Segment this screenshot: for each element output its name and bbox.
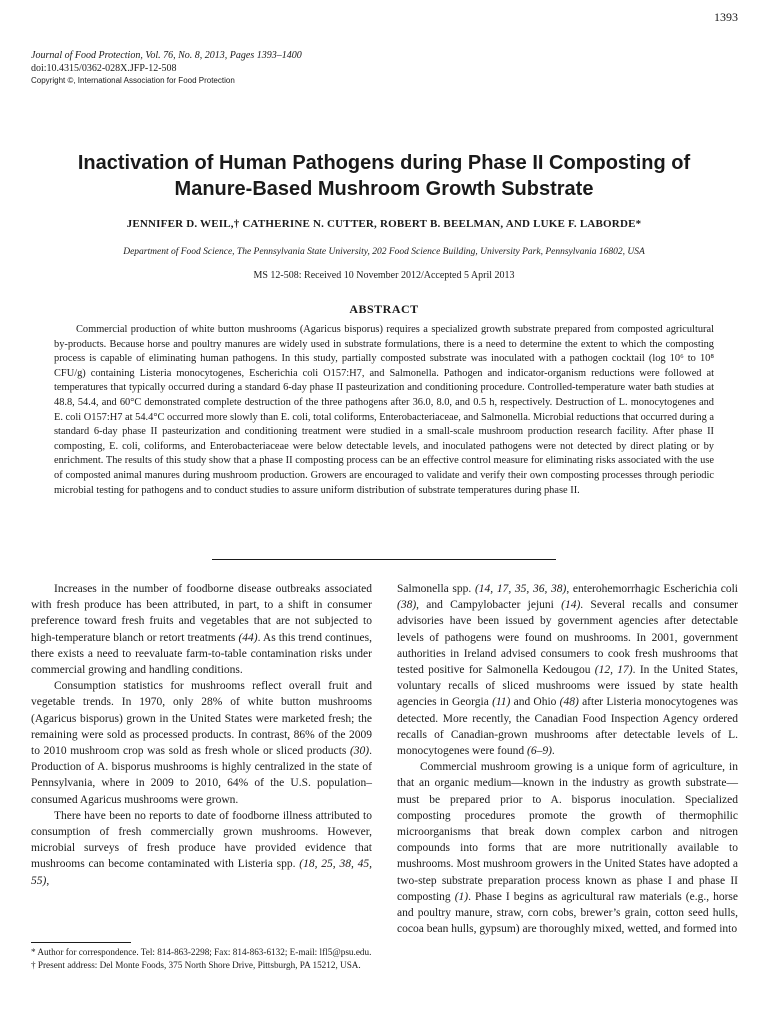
journal-doi: doi:10.4315/0362-028X.JFP-12-508 [31, 62, 177, 74]
footnote-present-address: † Present address: Del Monte Foods, 375 North Shore Drive, Pittsburgh, PA 15212, USA. [31, 959, 361, 970]
citation-ref: (1) [454, 890, 469, 903]
title-line-1: Inactivation of Human Pathogens during Phase II Composting of [77, 152, 691, 174]
abstract-text: Commercial production of white button mushrooms (Agaricus bisporus) requires a specialized growth substrate prepared from composted agricultural by-products. Because horse and poultry manures are widely used in substrate formulations, there is a need to determine the extent to which the composting process is capable of eliminating human pathogens. In this study, partially composted substrate was inoculated with a pathogen cocktail (log 10⁶ to 10⁸ CFU/g) containing Listeria monocytogenes, Escherichia coli O157:H7, and Salmonella. Pathogen and indicator-organism reductions were followed at temperatures that typically occurred during a standard 6-day phase II pasteurization and conditioning procedure. Controlled-temperature water bath studies at 48.8, 54.4, and 60°C demonstrated complete destruction of the three pathogens after 36.0, 8.0, and 0.5 h, respectively. Destruction of L. monocytogenes and E. coli O157:H7 at 54.4°C occurred more slowly than E. coli, total coliforms, Enterobacteriaceae, and Salmonella. Microbial reductions that occurred during a standard 6-day phase II pasteurization and conditioning treatment were studied in a small-scale mushroom production research facility. After phase II composting, E. coli, coliforms, and Enterobacteriaceae were below detectable levels, and inoculated pathogens were not detected by direct plating or by enrichment. The results of this study show that a phase II composting process can be an effective control measure for eliminating risks associated with the use of composted animal manures during mushroom production. Growers are encouraged to validate and verify their own composting processes through periodic microbial testing for pathogens and to conduct studies to assure uniform distribution of substrate temperatures during phase II. [54, 324, 714, 496]
affiliation: Department of Food Science, The Pennsylvania State University, 202 Food Science Building, University Park, Pennsylvania 16802, USA [123, 247, 645, 257]
journal-copyright: Copyright ©, International Association for Food Protection [31, 76, 235, 85]
paragraph: Salmonella spp. (14, 17, 35, 36, 38), enterohemorrhagic Escherichia coli (38), and Campylobacter jejuni (14). Several recalls and consumer advisories have been issued by government agencies after detectable levels of pathogens were found on mushrooms. In 2001, government authorities in Ireland advised consumers to cook fresh mushrooms that tested positive for Salmonella Kedougou (12, 17). In the United States, voluntary recalls of sliced mushrooms were issued by state health agencies in Georgia (11) and Ohio (48) after Listeria monocytogenes was detected. More recently, the Canadian Food Inspection Agency ordered recalls of Canadian-grown mushrooms after detectable levels of L. monocytogenes were found (6–9). [397, 583, 739, 758]
body-column-left [31, 581, 372, 889]
abstract-heading: ABSTRACT [349, 302, 419, 316]
citation-ref: (38) [397, 599, 417, 612]
paragraph: There have been no reports to date of foodborne illness attributed to consumption of fresh commercially grown mushrooms. However, microbial surveys of fresh produce have provided evidence that mushrooms can become contaminated with Listeria spp. (18, 25, 38, 45, 55), [31, 809, 372, 887]
article-title [0, 150, 768, 202]
title-line-2: Manure-Based Mushroom Growth Substrate [174, 178, 594, 200]
body-column-right [397, 581, 738, 937]
abstract [54, 323, 714, 498]
citation-ref: (14) [561, 599, 581, 612]
author-list: JENNIFER D. WEIL,† CATHERINE N. CUTTER, ROBERT B. BEELMAN, AND LUKE F. LABORDE* [126, 218, 642, 230]
citation-ref: (44) [238, 631, 258, 644]
paragraph: Consumption statistics for mushrooms reflect overall fruit and vegetable trends. In 1970, only 28% of white button mushrooms (Agaricus bisporus) grown in the United States were marketed fresh; the remaining were sold as processed products. In contrast, 86% of the 2009 to 2010 mushroom crop was sold as fresh whole or sliced products (30). Production of A. bisporus mushrooms is highly centralized in the state of Pennsylvania, where in 2009 to 2010, 64% of the U.S. population–consumed Agaricus mushrooms were grown. [31, 680, 372, 806]
journal-header [31, 50, 302, 88]
citation-ref: (14, 17, 35, 36, 38) [474, 583, 567, 595]
paragraph: Increases in the number of foodborne disease outbreaks associated with fresh produce has been attributed, in part, to a shift in consumer preference toward fresh fruits and vegetables that are not subjected to high-temperature blanch or retort treatments (44). As this trend continues, there exists a need to reevaluate farm-to-table contamination risks under commercial growing and handling conditions. [31, 583, 372, 677]
journal-citation: Journal of Food Protection, Vol. 76, No. 8, 2013, Pages 1393–1400 [31, 50, 302, 61]
citation-ref: (6–9) [526, 745, 552, 758]
paragraph: Commercial mushroom growing is a unique form of agriculture, in that an organic medium—known in the industry as growth substrate—must be prepared prior to A. bisporus inoculation. Specialized composting procedures promote the growth of thermophilic microorganisms that break down complex carbon and nitrogen compounds into forms that are more nutritionally available to mushrooms. Most mushroom growers in the United States have adopted a two-step substrate preparation process known as phase I and phase II composting (1). Phase I begins as agricultural raw materials (e.g., horse and poultry manure, straw, corn cobs, brewer’s grain, cotton seed hulls, cocoa bean hulls, gypsum) are thoroughly mixed, wetted, and formed into [397, 761, 738, 936]
footnote-divider [31, 942, 131, 943]
abstract-divider [212, 559, 556, 560]
citation-ref: (30) [349, 745, 370, 758]
citation-ref: (18, 25, 38, 45, 55) [31, 858, 372, 887]
citation-ref: (12, 17) [594, 664, 633, 677]
citation-ref: (11) [492, 696, 511, 709]
manuscript-info: MS 12-508: Received 10 November 2012/Accepted 5 April 2013 [253, 270, 515, 281]
citation-ref: (48) [559, 696, 579, 709]
footnote-correspondence: * Author for correspondence. Tel: 814-863-2298; Fax: 814-863-6132; E-mail: lfl5@psu.edu. [31, 947, 372, 957]
footnotes [31, 946, 372, 971]
page-number: 1393 [714, 10, 738, 24]
